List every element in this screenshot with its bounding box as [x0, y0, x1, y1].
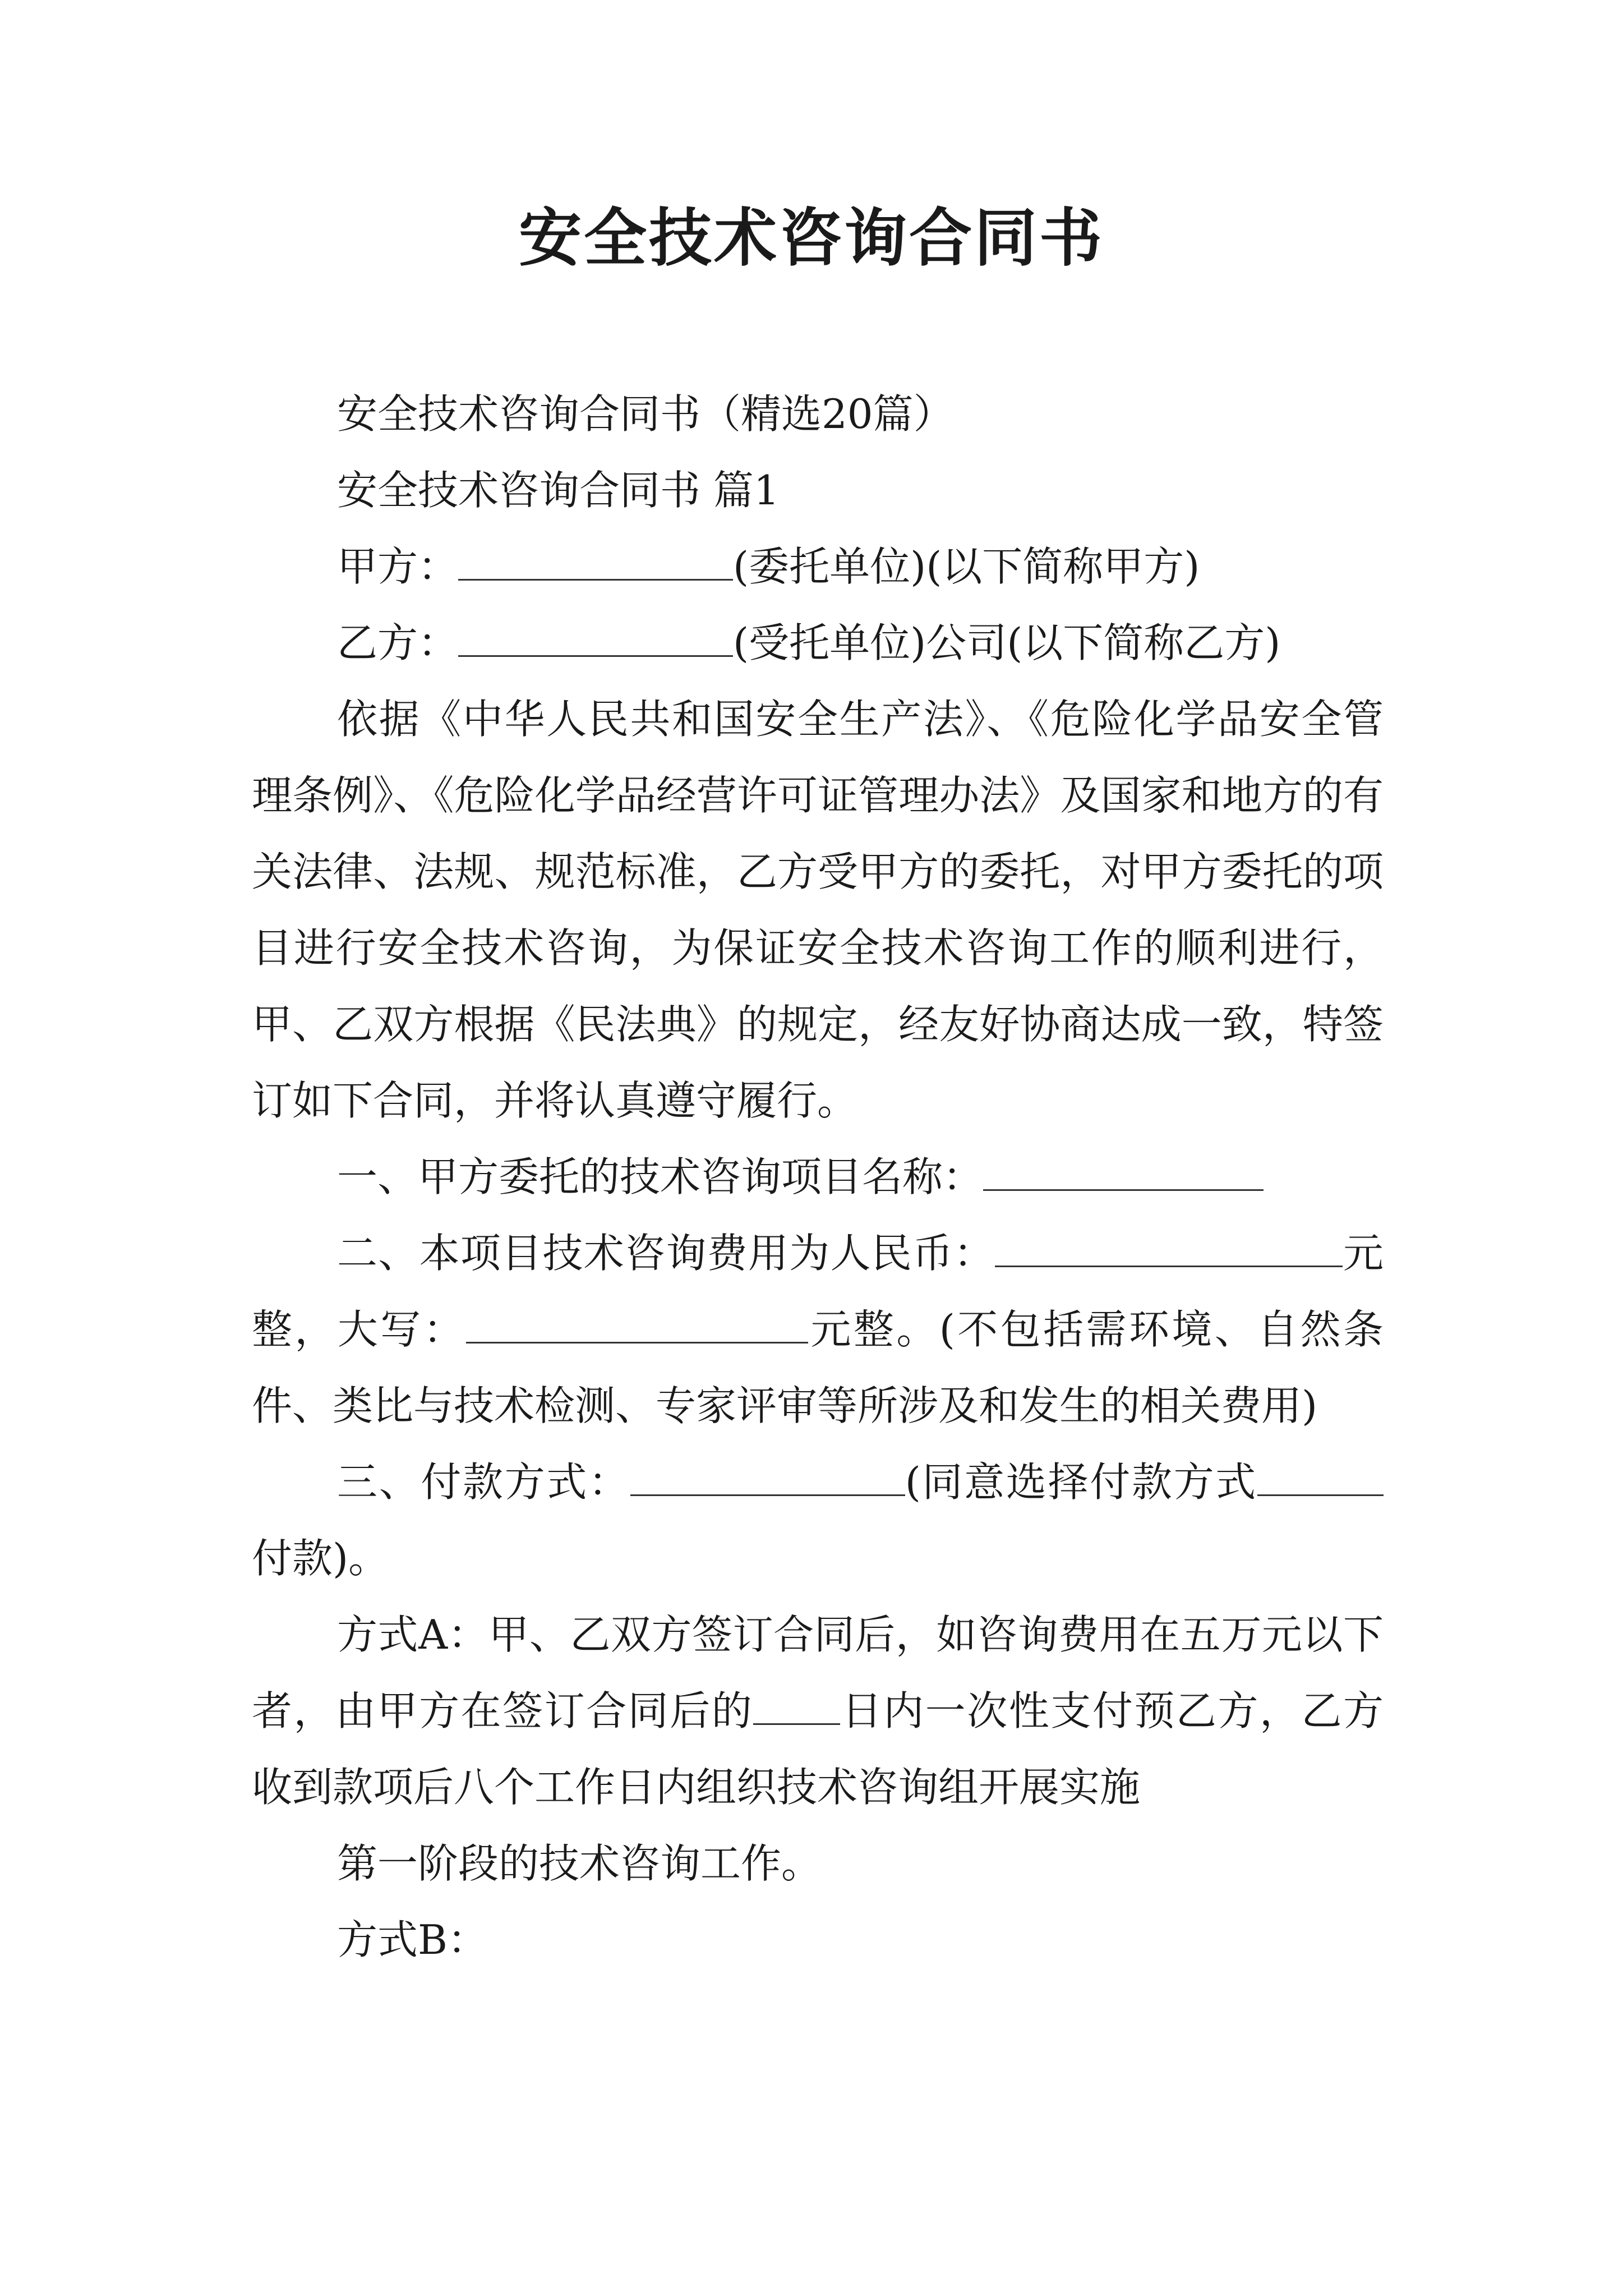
clause-2-prefix: 二、本项目技术咨询费用为人民币： — [337, 1230, 995, 1277]
party-b-suffix: (受托单位)公司(以下简称乙方) — [733, 619, 1281, 666]
method-a-suffix: 日内一次性支付预乙方，乙方收到款项后八个工作日内组织技术咨询组开展实施 — [252, 1687, 1384, 1811]
clause-3-choice-blank — [1257, 1460, 1384, 1496]
clause-2-uppercase-blank — [466, 1307, 808, 1343]
subtitle: 安全技术咨询合同书（精选20篇） — [337, 390, 954, 438]
intro-paragraph: 依据《中华人民共和国安全生产法》、《危险化学品安全管理条例》、《危险化学品经营许可证管理办法》及国家和地方的有关法律、法规、规范标准，乙方受甲方的委托，对甲方委托的项目进行安全技术咨询，为保证安全技术咨询工作的顺利进行，甲、乙双方根据《民法典》的规定，经友好协商达成一致，特签订如下合同，并将认真遵守履行。 — [252, 696, 1384, 1124]
clause-1-blank — [983, 1154, 1264, 1191]
clause-2 — [252, 1215, 1384, 1444]
method-a-prefix: 方式A：甲、乙双方签订合同后，如咨询费用在五万元以下者，由甲方在签订合同后的 — [252, 1611, 1384, 1734]
clause-1-text: 一、甲方委托的技术咨询项目名称： — [337, 1153, 984, 1200]
document-body — [252, 376, 1384, 1978]
document-title: 安全技术咨询合同书 — [519, 201, 1104, 275]
party-b-blank — [458, 620, 733, 657]
clause-2-amount-blank — [995, 1231, 1343, 1267]
clause-3-suffix: 付款)。 — [252, 1535, 389, 1582]
method-b: 方式B： — [337, 1916, 488, 1963]
party-a-line — [252, 528, 1384, 605]
clause-3-mid: (同意选择付款方式 — [905, 1458, 1257, 1506]
stage-1: 第一阶段的技术咨询工作。 — [337, 1840, 822, 1887]
clause-3 — [252, 1444, 1384, 1596]
clause-1 — [252, 1139, 1384, 1215]
clause-3-method-blank — [630, 1460, 905, 1496]
section-heading: 安全技术咨询合同书 篇1 — [337, 467, 780, 514]
method-a-days-blank — [753, 1688, 840, 1725]
party-a-label: 甲方： — [337, 543, 459, 590]
party-a-blank — [458, 544, 733, 581]
clause-2-mid: 元整，大写： — [252, 1230, 1384, 1353]
method-a — [252, 1596, 1384, 1825]
party-a-suffix: (委托单位)(以下简称甲方) — [733, 543, 1200, 590]
clause-3-prefix: 三、付款方式： — [337, 1458, 630, 1506]
party-b-line — [252, 605, 1384, 681]
clause-2-suffix: 元整。(不包括需环境、自然条件、类比与技术检测、专家评审等所涉及和发生的相关费用) — [252, 1306, 1384, 1429]
party-b-label: 乙方： — [337, 619, 459, 666]
